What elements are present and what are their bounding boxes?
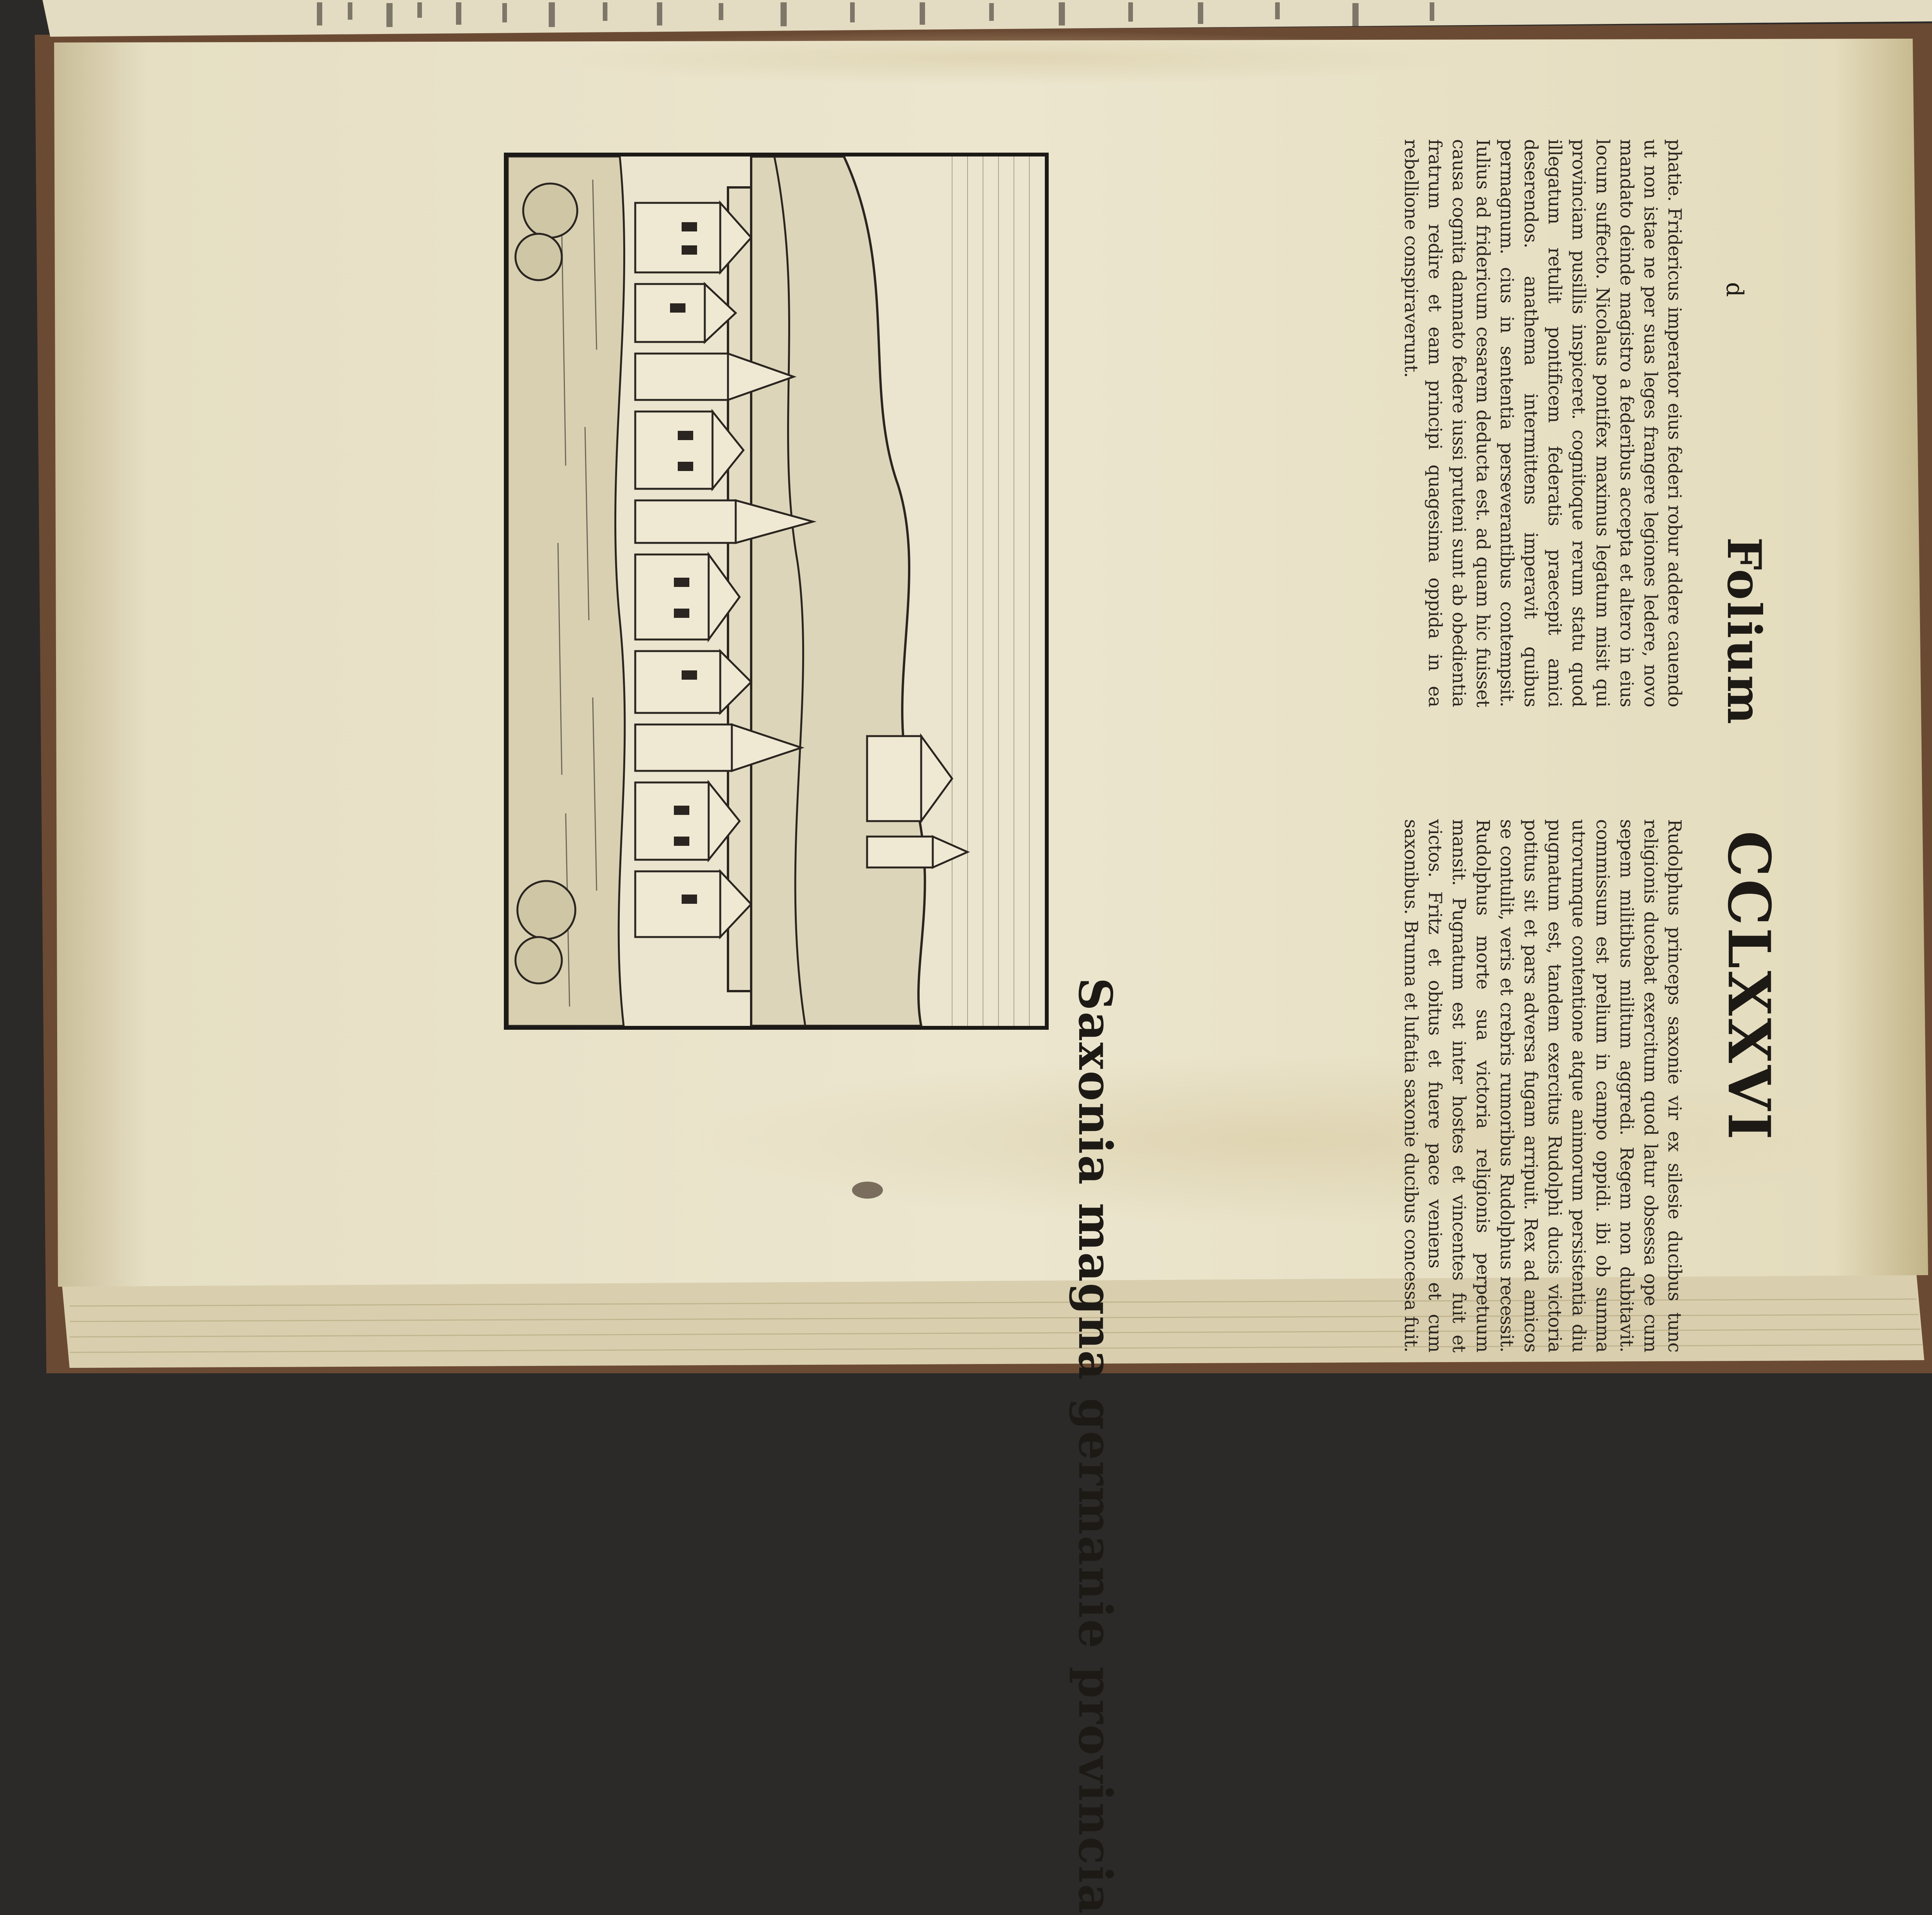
folio-heading: Folium — [1717, 537, 1771, 726]
signature-mark: d — [1721, 282, 1748, 297]
text-column-left: Rudolphus princeps saxonie vir ex silesie ducibus tunc religionis ducebat exercitum quod latur obsessa ope cum sepem militibus militum aggredi. Regem non dubitavit. commissum est prelium in campo oppidi. ibi ob summa utrorumque contentione atque animorum persistentia diu pugnatum est, tandem exercitus Rudolphi ducis victoria potitus sit et pars adversa fugam arripuit. Rex ad amicos se contulit, veris et crebris rumoribus Rudolphus recessit. Rudolphus morte sua victoria religionis perpetuum mansit. Pugnatum est inter hostes et vincentes fuit et victos. Fritz et obitus et fuere pace veniens et cum saxonibus. Brunna et lufatia saxonie ducibus concessa fuit. — [1400, 819, 1685, 1352]
section-title: Saxonia magna germanie provincia — [1068, 978, 1122, 1915]
text-column-right: phatie. Fridericus imperator eius federi robur addere cauendo ut non istae ne per suas leges frangere legiones ledere, novo mandato deinde magistro a federibus accepta et altero in eius locum suffecto. Nicolaus pontifex maximus legatum misit qui provinciam pusillis inspiceret. cognitoque rerum statu quod illegatum retulit pontificem federatis praecepit amici deserendos. anathema intermittens imperavit quibus permagnum. cius in sententia perseverantibus contempsit. Iulius ad fridericum cesarem deducta est. ad quam hic fuisset causa cognita damnato federe iussi pruteni sunt ab obedientia fratrum redire et eam principi quagesima oppida in ea rebellione conspiraverunt. — [1400, 139, 1685, 707]
folio-number: CCLXXVI — [1715, 831, 1783, 1142]
woodcut-illustration — [504, 153, 1049, 1030]
city-woodcut — [508, 156, 1045, 1026]
